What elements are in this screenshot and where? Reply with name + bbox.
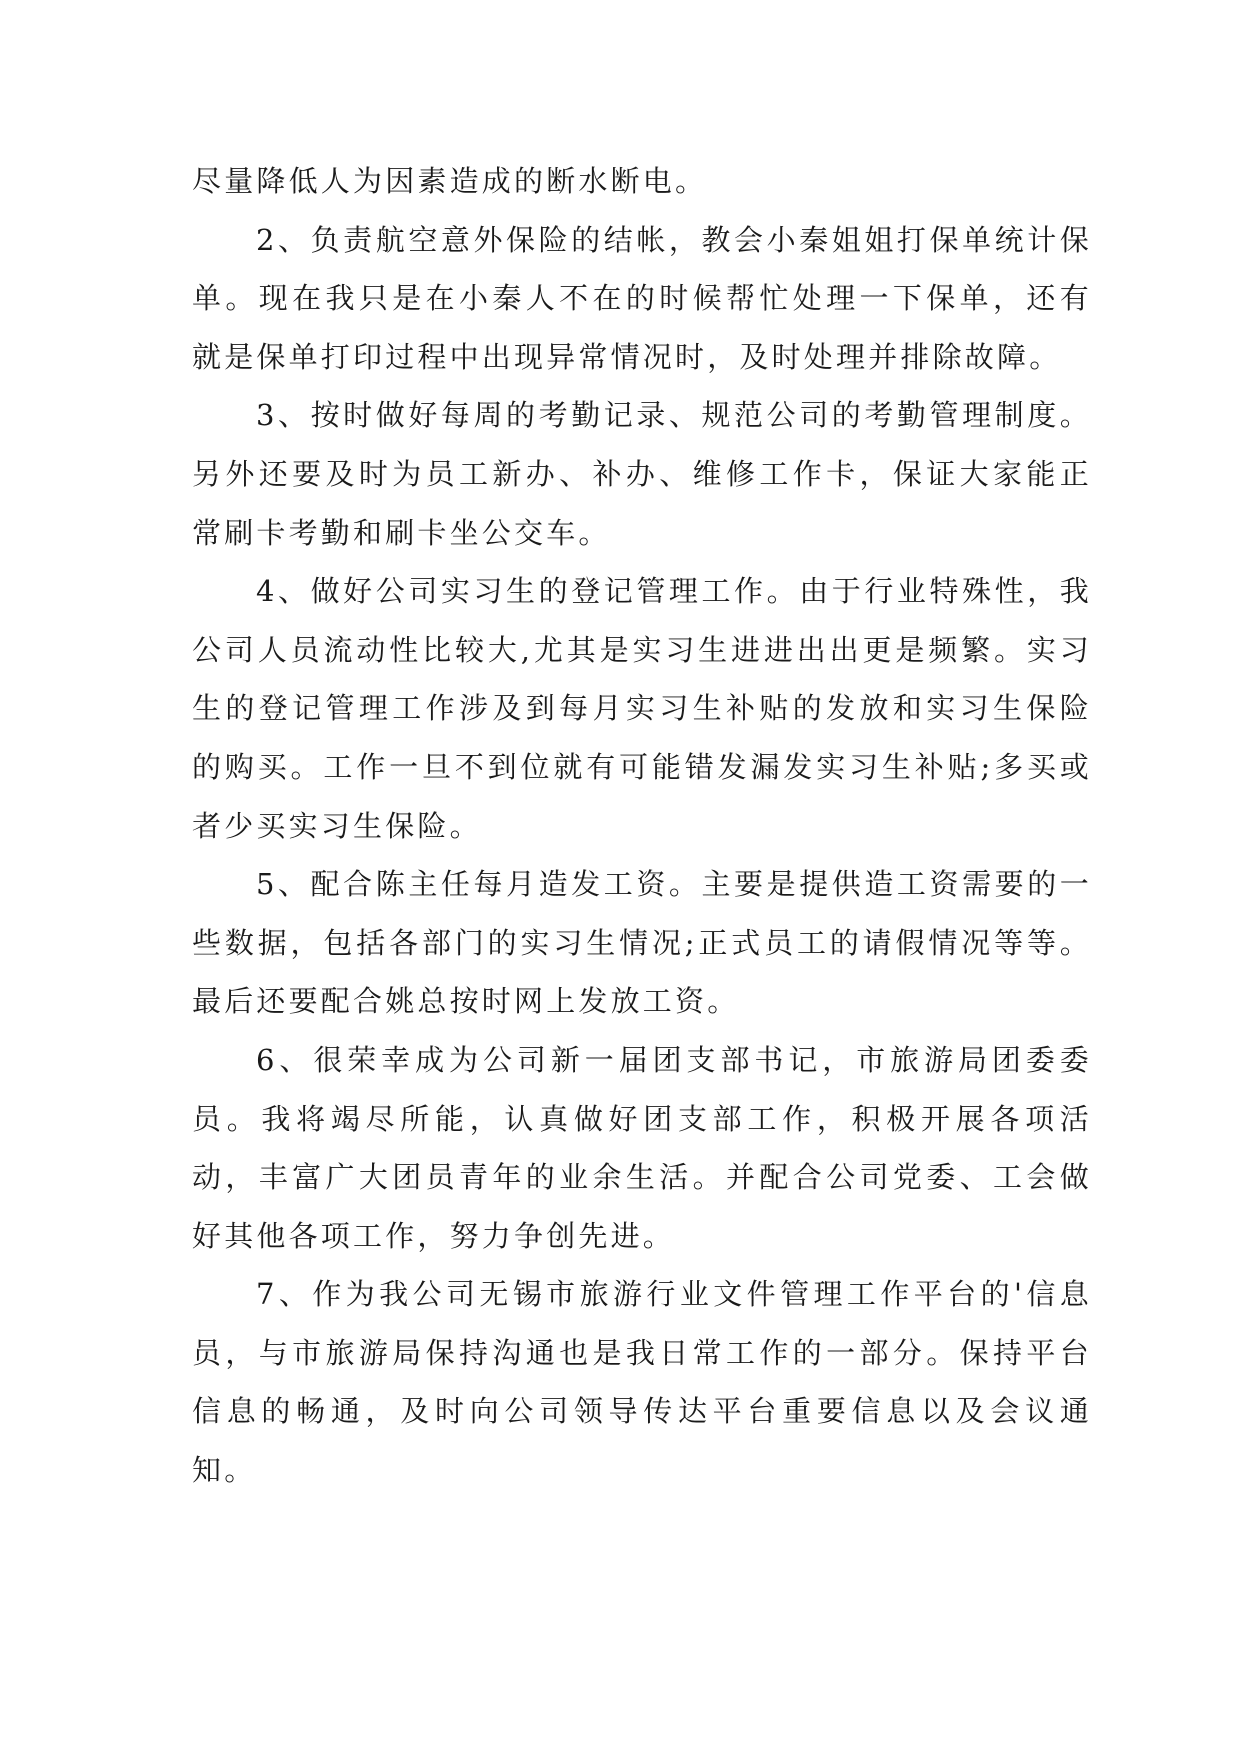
paragraph-item-5: 5、配合陈主任每月造发工资。主要是提供造工资需要的一些数据，包括各部门的实习生情况;正式员工的请假情况等等。最后还要配合姚总按时网上发放工资。	[192, 867, 1092, 1019]
paragraph-item-4: 4、做好公司实习生的登记管理工作。由于行业特殊性，我公司人员流动性比较大,尤其是实习生进进出出更是频繁。实习生的登记管理工作涉及到每月实习生补贴的发放和实习生保险的购买。工作一旦不到位就有可能错发漏发实习生补贴;多买或者少买实习生保险。	[192, 574, 1092, 843]
paragraph-item-7: 7、作为我公司无锡市旅游行业文件管理工作平台的'信息员，与市旅游局保持沟通也是我日常工作的一部分。保持平台信息的畅通，及时向公司领导传达平台重要信息以及会议通知。	[192, 1277, 1092, 1488]
document-body	[192, 152, 1092, 1500]
paragraph-continuation: 尽量降低人为因素造成的断水断电。	[192, 164, 708, 198]
paragraph-item-3: 3、按时做好每周的考勤记录、规范公司的考勤管理制度。另外还要及时为员工新办、补办、维修工作卡，保证大家能正常刷卡考勤和刷卡坐公交车。	[192, 398, 1092, 550]
paragraph-item-2: 2、负责航空意外保险的结帐，教会小秦姐姐打保单统计保单。现在我只是在小秦人不在的时候帮忙处理一下保单，还有就是保单打印过程中出现异常情况时，及时处理并排除故障。	[192, 222, 1092, 374]
paragraph-item-6: 6、很荣幸成为公司新一届团支部书记，市旅游局团委委员。我将竭尽所能，认真做好团支部工作，积极开展各项活动，丰富广大团员青年的业余生活。并配合公司党委、工会做好其他各项工作，努力争创先进。	[192, 1042, 1092, 1253]
